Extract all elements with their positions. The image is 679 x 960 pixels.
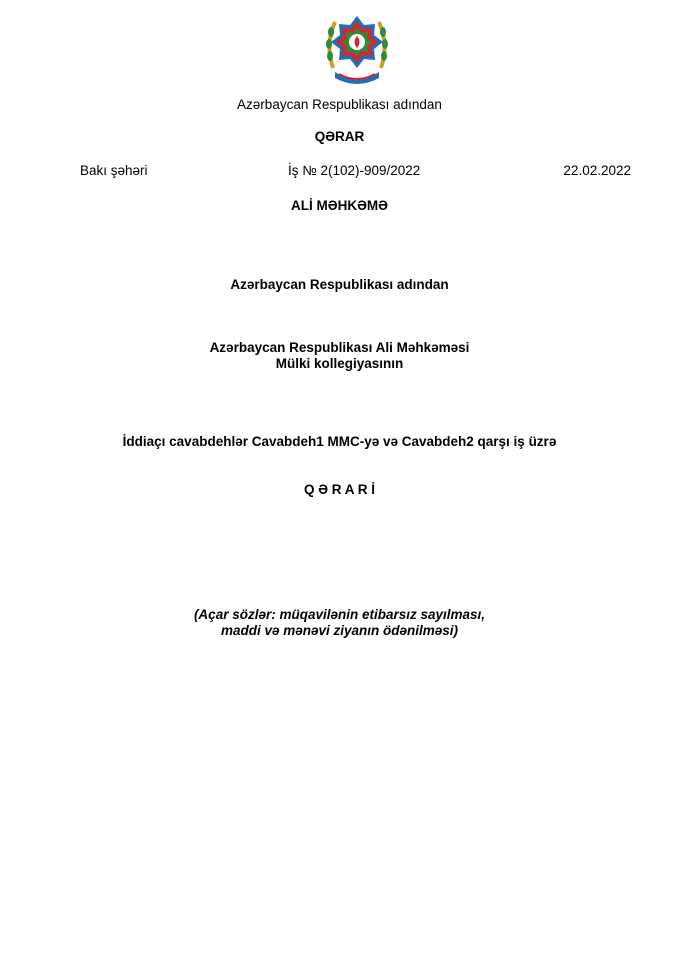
court-name: ALİ MƏHKƏMƏ	[291, 198, 388, 213]
date: 22.02.2022	[563, 163, 631, 178]
body-on-behalf: Azərbaycan Respublikası adından	[230, 277, 449, 292]
case-number: İş № 2(102)-909/2022	[288, 163, 421, 178]
state-emblem-icon	[321, 6, 393, 88]
case-line: İddiaçı cavabdehlər Cavabdeh1 MMC-yə və Cavabdeh2 qarşı iş üzrə	[122, 434, 557, 449]
city: Bakı şəhəri	[80, 163, 148, 178]
court-line-2: Mülki kollegiyasının	[275, 356, 404, 371]
header-title: QƏRAR	[314, 129, 365, 144]
decision-title: Q Ə R A R İ	[303, 482, 376, 497]
keywords-line-2: maddi və mənəvi ziyanın ödənilməsi)	[220, 623, 459, 638]
court-line-1: Azərbaycan Respublikası Ali Məhkəməsi	[209, 340, 470, 355]
header-on-behalf: Azərbaycan Respublikası adından	[237, 97, 442, 112]
eight-point-star	[331, 16, 383, 68]
keywords-line-1: (Açar sözlər: müqavilənin etibarsız sayılması,	[193, 607, 486, 622]
